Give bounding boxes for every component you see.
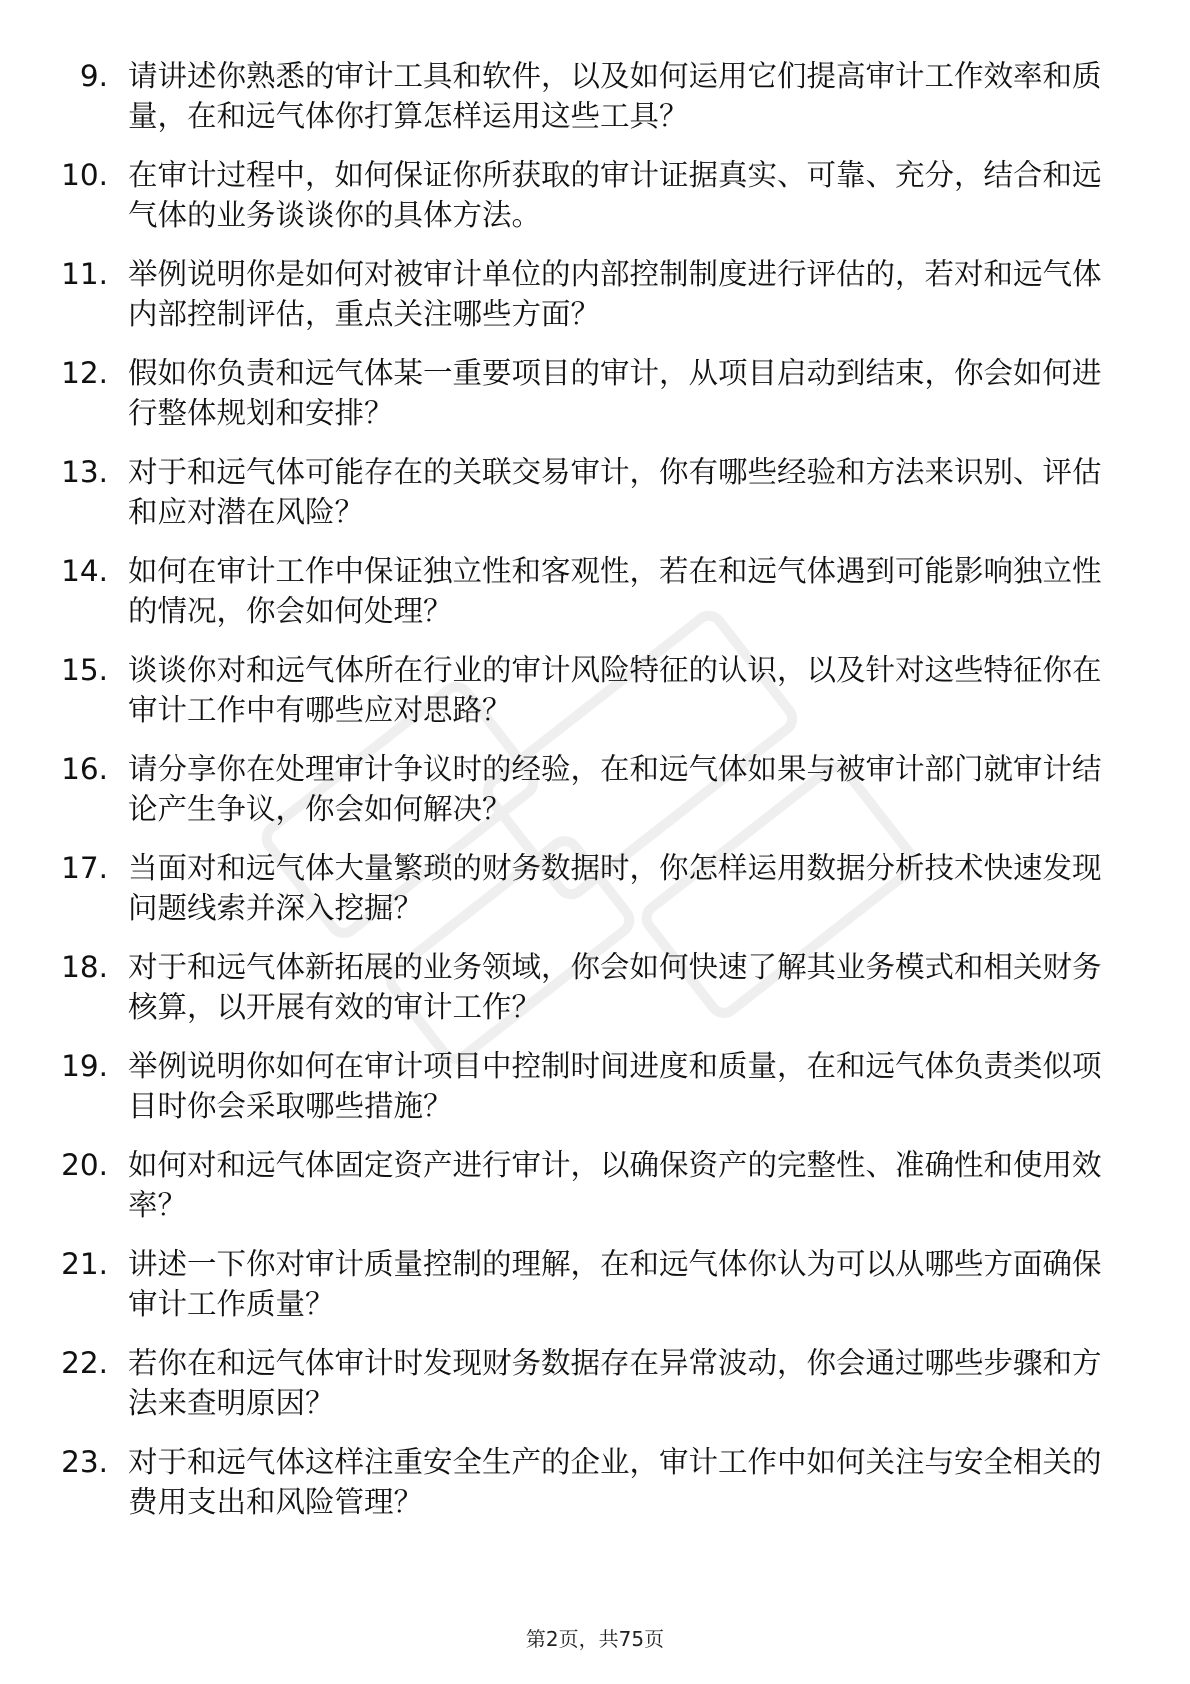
question-number: 13. bbox=[61, 455, 108, 489]
question-item bbox=[60, 749, 1120, 829]
question-text: 谈谈你对和远气体所在行业的审计风险特征的认识，以及针对这些特征你在审计工作中有哪些应对思路？ bbox=[128, 653, 1102, 727]
question-number: 18. bbox=[61, 950, 108, 984]
question-item bbox=[60, 155, 1120, 235]
question-text: 请讲述你熟悉的审计工具和软件，以及如何运用它们提高审计工作效率和质量，在和远气体你打算怎样运用这些工具？ bbox=[128, 59, 1102, 133]
question-text: 假如你负责和远气体某一重要项目的审计，从项目启动到结束，你会如何进行整体规划和安排？ bbox=[128, 356, 1102, 430]
question-text: 如何在审计工作中保证独立性和客观性，若在和远气体遇到可能影响独立性的情况，你会如何处理？ bbox=[128, 554, 1102, 628]
question-text: 对于和远气体新拓展的业务领域，你会如何快速了解其业务模式和相关财务核算，以开展有效的审计工作？ bbox=[128, 950, 1102, 1024]
question-number: 21. bbox=[61, 1247, 108, 1281]
question-text: 若你在和远气体审计时发现财务数据存在异常波动，你会通过哪些步骤和方法来查明原因？ bbox=[128, 1346, 1102, 1420]
question-item bbox=[60, 650, 1120, 730]
question-item bbox=[60, 1442, 1120, 1522]
question-text: 举例说明你如何在审计项目中控制时间进度和质量，在和远气体负责类似项目时你会采取哪些措施？ bbox=[128, 1049, 1102, 1123]
question-number: 14. bbox=[61, 554, 108, 588]
question-number: 12. bbox=[61, 356, 108, 390]
question-item bbox=[60, 1145, 1120, 1225]
question-item bbox=[60, 254, 1120, 334]
question-item bbox=[60, 56, 1120, 136]
question-number: 15. bbox=[61, 653, 108, 687]
question-item bbox=[60, 1343, 1120, 1423]
question-number: 19. bbox=[61, 1049, 108, 1083]
question-number: 17. bbox=[61, 851, 108, 885]
question-item bbox=[60, 848, 1120, 928]
question-text: 当面对和远气体大量繁琐的财务数据时，你怎样运用数据分析技术快速发现问题线索并深入挖掘？ bbox=[128, 851, 1102, 925]
question-list bbox=[60, 56, 1120, 1541]
question-text: 在审计过程中，如何保证你所获取的审计证据真实、可靠、充分，结合和远气体的业务谈谈你的具体方法。 bbox=[128, 158, 1102, 232]
question-number: 23. bbox=[61, 1445, 108, 1479]
question-number: 11. bbox=[61, 257, 108, 291]
question-number: 16. bbox=[61, 752, 108, 786]
page-number: 第2页，共75页 bbox=[525, 1627, 665, 1651]
question-item bbox=[60, 1046, 1120, 1126]
question-item bbox=[60, 353, 1120, 433]
question-number: 20. bbox=[61, 1148, 108, 1182]
question-text: 对于和远气体可能存在的关联交易审计，你有哪些经验和方法来识别、评估和应对潜在风险？ bbox=[128, 455, 1102, 529]
question-text: 对于和远气体这样注重安全生产的企业，审计工作中如何关注与安全相关的费用支出和风险管理？ bbox=[128, 1445, 1102, 1519]
question-number: 22. bbox=[61, 1346, 108, 1380]
question-item bbox=[60, 1244, 1120, 1324]
question-text: 举例说明你是如何对被审计单位的内部控制制度进行评估的，若对和远气体内部控制评估，重点关注哪些方面？ bbox=[128, 257, 1102, 331]
question-text: 如何对和远气体固定资产进行审计，以确保资产的完整性、准确性和使用效率？ bbox=[128, 1148, 1102, 1222]
question-item bbox=[60, 551, 1120, 631]
question-text: 讲述一下你对审计质量控制的理解，在和远气体你认为可以从哪些方面确保审计工作质量？ bbox=[128, 1247, 1102, 1321]
question-number: 10. bbox=[61, 158, 108, 192]
question-item bbox=[60, 947, 1120, 1027]
question-item bbox=[60, 452, 1120, 532]
question-number: 9. bbox=[79, 59, 108, 93]
question-text: 请分享你在处理审计争议时的经验，在和远气体如果与被审计部门就审计结论产生争议，你会如何解决？ bbox=[128, 752, 1102, 826]
